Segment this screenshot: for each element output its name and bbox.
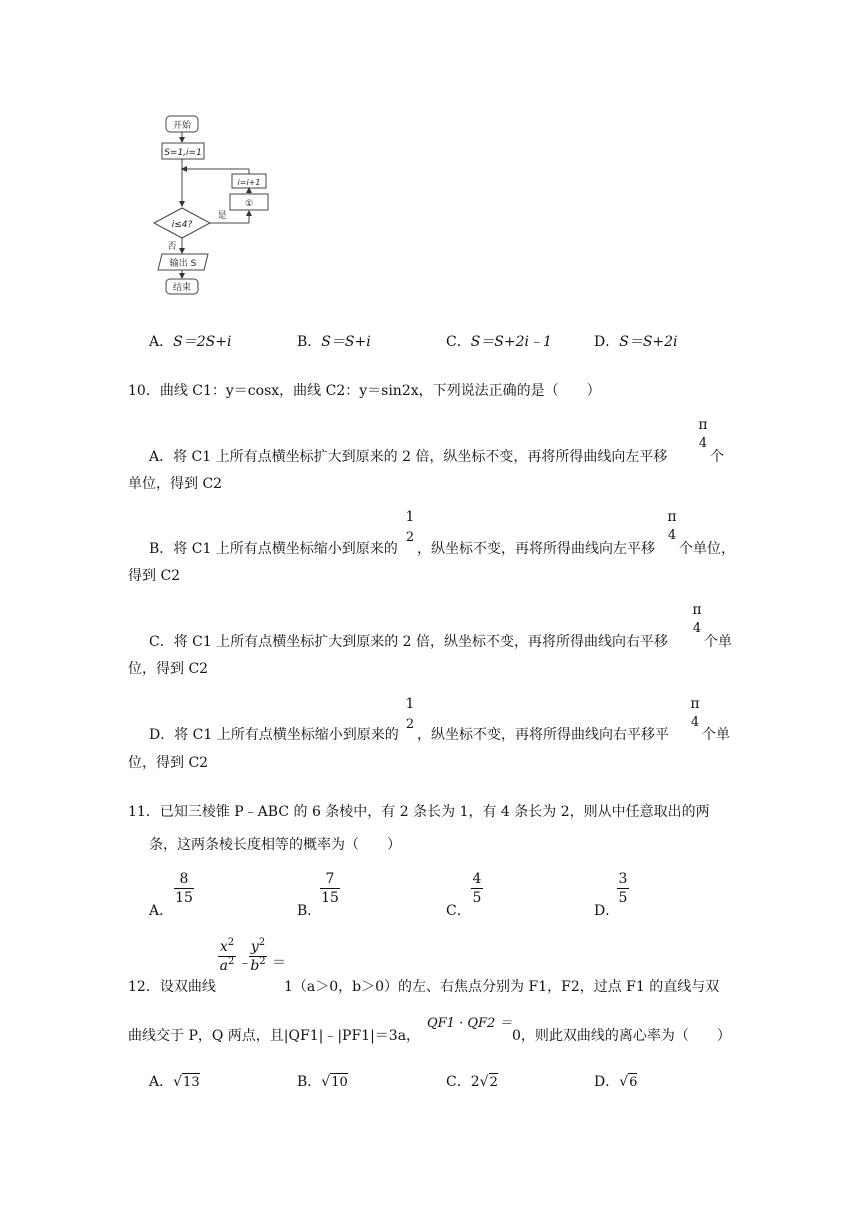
q12-dot-product: QF1 · QF2 ＝ <box>427 1016 513 1031</box>
flowchart-figure <box>140 110 300 300</box>
q9-option-a: A．S＝2S+i <box>149 334 232 350</box>
q10-d-pi-fraction: π 4 <box>690 696 700 730</box>
q10-c-pi-fraction: π 4 <box>692 602 702 636</box>
q12-option-d: D．√6 <box>594 1074 638 1090</box>
q12-stem-line2b: 0，则此双曲线的离心率为（ ） <box>512 1028 731 1044</box>
flow-yes-label: 是 <box>217 211 227 221</box>
q9-option-b: B．S＝S+i <box>297 334 371 350</box>
q10-option-a-line1: A．将 C1 上所有点横坐标扩大到原来的 2 倍，纵坐标不变，再将所得曲线向左平移 <box>149 449 668 465</box>
q10-option-a-line2: 单位，得到 C2 <box>128 476 223 492</box>
q10-d-half-fraction: 1 2 <box>405 696 415 732</box>
q11-option-c-fraction: 4 5 <box>472 871 482 906</box>
q12-stem-line1b: 1（a＞0，b＞0）的左、右焦点分别为 F1，F2，过点 F1 的直线与双 <box>284 979 720 995</box>
q11-option-d: D． <box>594 903 620 919</box>
flow-output-text: 输出 S <box>169 259 197 269</box>
q12-stem-line2a: 曲线交于 P，Q 两点，且|QF1|﹣|PF1|＝3a， <box>128 1028 421 1044</box>
q10-option-d-line1b: ，纵坐标不变，再将所得曲线向右平移平 <box>417 727 669 743</box>
q10-b-half-fraction: 1 2 <box>405 509 415 545</box>
flow-end-text: 结束 <box>172 283 192 293</box>
q10-a-pi-fraction: π 4 <box>698 417 708 451</box>
flow-no-label: 否 <box>167 242 177 252</box>
q10-option-b-line1c: 个单位， <box>679 541 735 557</box>
q10-b-pi-fraction: π 4 <box>667 509 677 543</box>
q11-option-b: B． <box>297 903 322 919</box>
q12-option-c: C．2√2 <box>446 1074 498 1090</box>
q10-option-b-line1b: ，纵坐标不变，再将所得曲线向左平移 <box>417 541 655 557</box>
q12-stem-line1a: 12．设双曲线 <box>128 979 216 995</box>
flow-blank-text: ① <box>244 199 254 209</box>
q10-option-b-line1a: B．将 C1 上所有点横坐标缩小到原来的 <box>149 541 398 557</box>
q11-option-c: C． <box>446 903 471 919</box>
q11-option-b-fraction: 7 15 <box>321 871 339 906</box>
q10-option-d-line1c: 个单 <box>702 727 730 743</box>
flow-start-text: 开始 <box>172 121 192 131</box>
q10-option-b-line2: 得到 C2 <box>128 568 181 584</box>
q10-option-d-line1a: D．将 C1 上所有点横坐标缩小到原来的 <box>149 727 399 743</box>
q12-option-a: A．√13 <box>149 1074 200 1090</box>
q10-option-a-end: 个 <box>710 449 724 465</box>
q9-option-d: D．S＝S+2i <box>594 334 678 350</box>
q11-option-a: A． <box>149 903 174 919</box>
q10-option-c-line1: C．将 C1 上所有点横坐标扩大到原来的 2 倍，纵坐标不变，再将所得曲线向右平移 <box>149 634 669 650</box>
q12-hyperbola-equation: $x^2$ $a^2$ ﹣ $y^2$ $b^2$ ＝ <box>219 937 286 974</box>
q11-stem-line1: 11．已知三棱锥 P﹣ABC 的 6 条棱中，有 2 条长为 1，有 4 条长为 2，则从中任意取出的两 <box>128 804 710 820</box>
q10-stem: 10．曲线 C1：y＝cosx，曲线 C2：y＝sin2x，下列说法正确的是（ ） <box>128 383 601 399</box>
q10-option-c-end: 个单 <box>704 634 732 650</box>
q11-option-a-fraction: 8 15 <box>175 871 193 906</box>
q11-stem-line2: 条，这两条棱长度相等的概率为（ ） <box>149 837 401 853</box>
q10-option-d-line2: 位，得到 C2 <box>128 755 209 771</box>
flow-condition-text: i≤4? <box>171 220 193 230</box>
q10-option-c-line2: 位，得到 C2 <box>128 661 209 677</box>
q9-option-c: C．S＝S+2i﹣1 <box>446 334 552 350</box>
flow-init-text: S=1,i=1 <box>164 148 202 158</box>
q12-option-b: B．√10 <box>297 1074 348 1090</box>
q11-option-d-fraction: 3 5 <box>618 871 628 906</box>
flow-increment-text: i=i+1 <box>237 178 261 187</box>
